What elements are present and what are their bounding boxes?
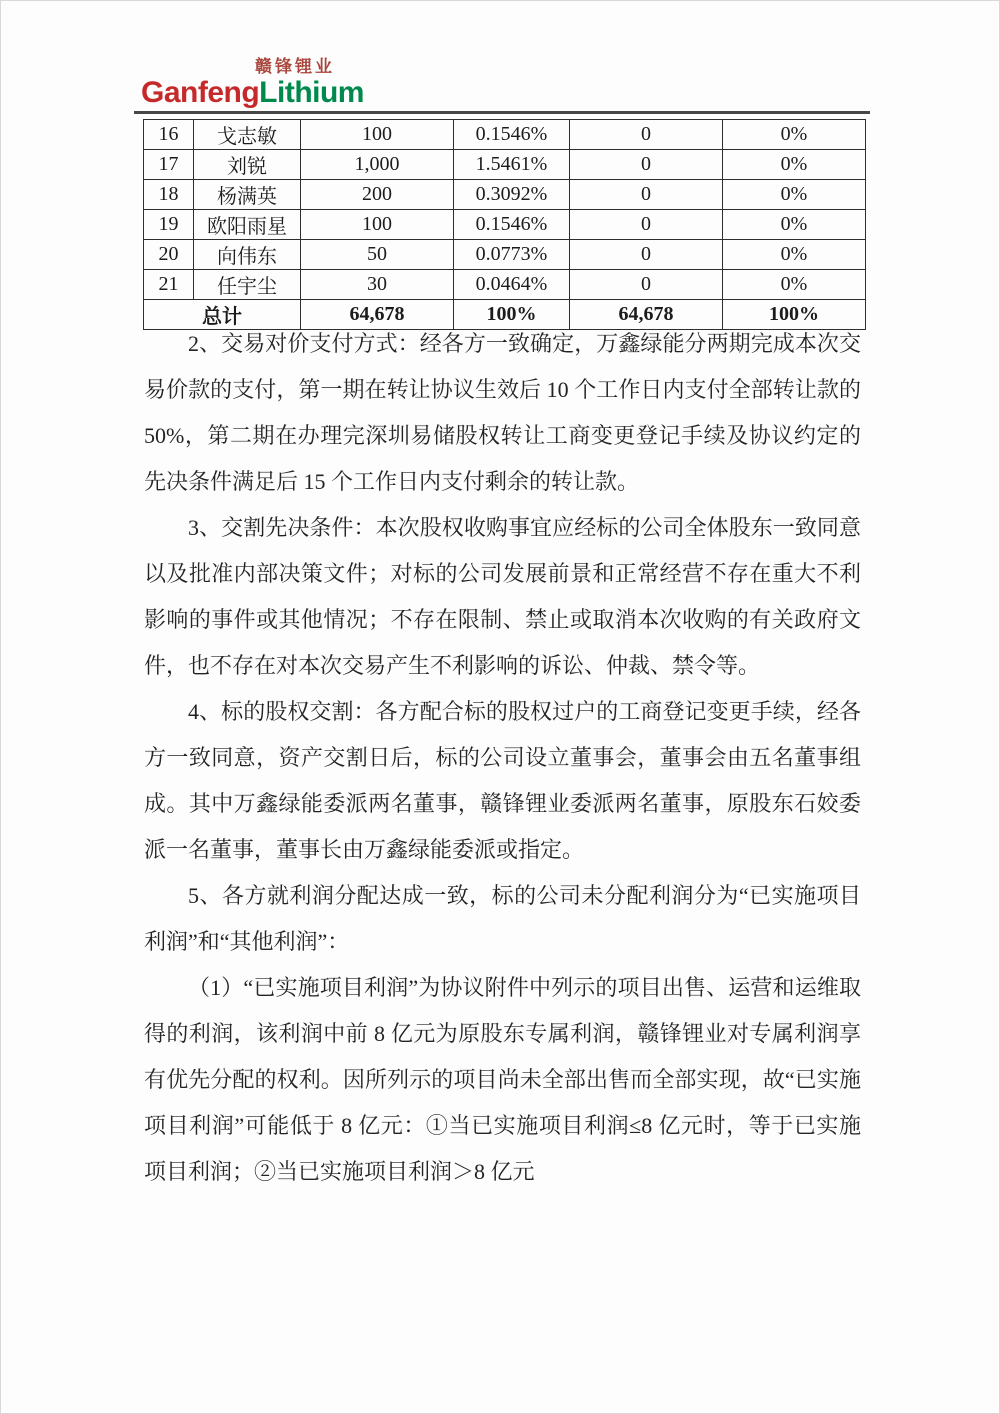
cell-no: 16 — [144, 120, 194, 150]
shareholder-table — [143, 119, 866, 330]
cell-name: 向伟东 — [194, 240, 301, 270]
cell-total-shares-pct: 100% — [454, 300, 570, 330]
cell-amount: 0 — [570, 210, 723, 240]
table-row — [144, 240, 866, 270]
cell-shares-pct: 0.0464% — [454, 270, 570, 300]
logo-chinese-name: 赣锋锂业 — [255, 57, 335, 76]
table-row — [144, 150, 866, 180]
cell-no: 20 — [144, 240, 194, 270]
cell-no: 17 — [144, 150, 194, 180]
cell-total-shares: 64,678 — [301, 300, 454, 330]
cell-no: 21 — [144, 270, 194, 300]
cell-shares: 50 — [301, 240, 454, 270]
company-logo — [141, 57, 364, 109]
cell-shares: 200 — [301, 180, 454, 210]
cell-amount: 0 — [570, 120, 723, 150]
cell-shares-pct: 0.3092% — [454, 180, 570, 210]
cell-no: 19 — [144, 210, 194, 240]
cell-shares-pct: 1.5461% — [454, 150, 570, 180]
cell-total-label: 总计 — [144, 300, 301, 330]
cell-name: 任宇尘 — [194, 270, 301, 300]
cell-name: 欧阳雨星 — [194, 210, 301, 240]
cell-amount-pct: 0% — [723, 270, 866, 300]
cell-amount-pct: 0% — [723, 210, 866, 240]
cell-total-amount-pct: 100% — [723, 300, 866, 330]
cell-shares: 100 — [301, 210, 454, 240]
table-row — [144, 180, 866, 210]
cell-name: 杨满英 — [194, 180, 301, 210]
shareholder-table-wrap — [143, 119, 865, 330]
cell-shares: 30 — [301, 270, 454, 300]
cell-name: 戈志敏 — [194, 120, 301, 150]
cell-shares: 100 — [301, 120, 454, 150]
cell-amount-pct: 0% — [723, 180, 866, 210]
cell-shares: 1,000 — [301, 150, 454, 180]
cell-amount: 0 — [570, 240, 723, 270]
cell-amount-pct: 0% — [723, 150, 866, 180]
paragraph-payment-terms: 2、交易对价支付方式：经各方一致确定，万鑫绿能分两期完成本次交易价款的支付，第一期在转让协议生效后 10 个工作日内支付全部转让款的 50%，第二期在办理完深圳易储股权转让工商变更登记手续及协议约定的先决条件满足后 15 个工作日内支付剩余的转让款。 — [144, 331, 861, 494]
paragraph-closing-conditions: 3、交割先决条件：本次股权收购事宜应经标的公司全体股东一致同意以及批准内部决策文件；对标的公司发展前景和正常经营不存在重大不利影响的事件或其他情况；不存在限制、禁止或取消本次收购的有关政府文件，也不存在对本次交易产生不利影响的诉讼、仲裁、禁令等。 — [144, 515, 861, 678]
cell-amount: 0 — [570, 150, 723, 180]
paragraph-implemented-project-profit: （1）“已实施项目利润”为协议附件中列示的项目出售、运营和运维取得的利润，该利润中前 8 亿元为原股东专属利润，赣锋锂业对专属利润享有优先分配的权利。因所列示的项目尚未全部出售而全部实现，故“已实施项目利润”可能低于 8 亿元：①当已实施项目利润≤8 亿元时，等于已实施项目利润；②当已实施项目利润＞8 亿元 — [144, 975, 861, 1184]
table-row — [144, 270, 866, 300]
cell-amount: 0 — [570, 180, 723, 210]
cell-no: 18 — [144, 180, 194, 210]
cell-amount-pct: 0% — [723, 120, 866, 150]
cell-amount-pct: 0% — [723, 240, 866, 270]
logo-latin-name — [141, 77, 364, 109]
cell-amount: 0 — [570, 270, 723, 300]
cell-shares-pct: 0.1546% — [454, 120, 570, 150]
header-divider-line — [134, 111, 870, 114]
logo-ganfeng-text: Ganfeng — [141, 76, 260, 109]
cell-total-amount: 64,678 — [570, 300, 723, 330]
table-row — [144, 210, 866, 240]
cell-name: 刘锐 — [194, 150, 301, 180]
cell-shares-pct: 0.1546% — [454, 210, 570, 240]
table-row — [144, 120, 866, 150]
cell-shares-pct: 0.0773% — [454, 240, 570, 270]
document-body — [144, 321, 861, 1195]
paragraph-profit-distribution: 5、各方就利润分配达成一致，标的公司未分配利润分为“已实施项目利润”和“其他利润”： — [144, 883, 861, 954]
logo-lithium-text: Lithium — [259, 76, 364, 109]
paragraph-equity-delivery: 4、标的股权交割：各方配合标的股权过户的工商登记变更手续，经各方一致同意，资产交割日后，标的公司设立董事会，董事会由五名董事组成。其中万鑫绿能委派两名董事，赣锋锂业委派两名董事，原股东石姣委派一名董事，董事长由万鑫绿能委派或指定。 — [144, 699, 861, 862]
